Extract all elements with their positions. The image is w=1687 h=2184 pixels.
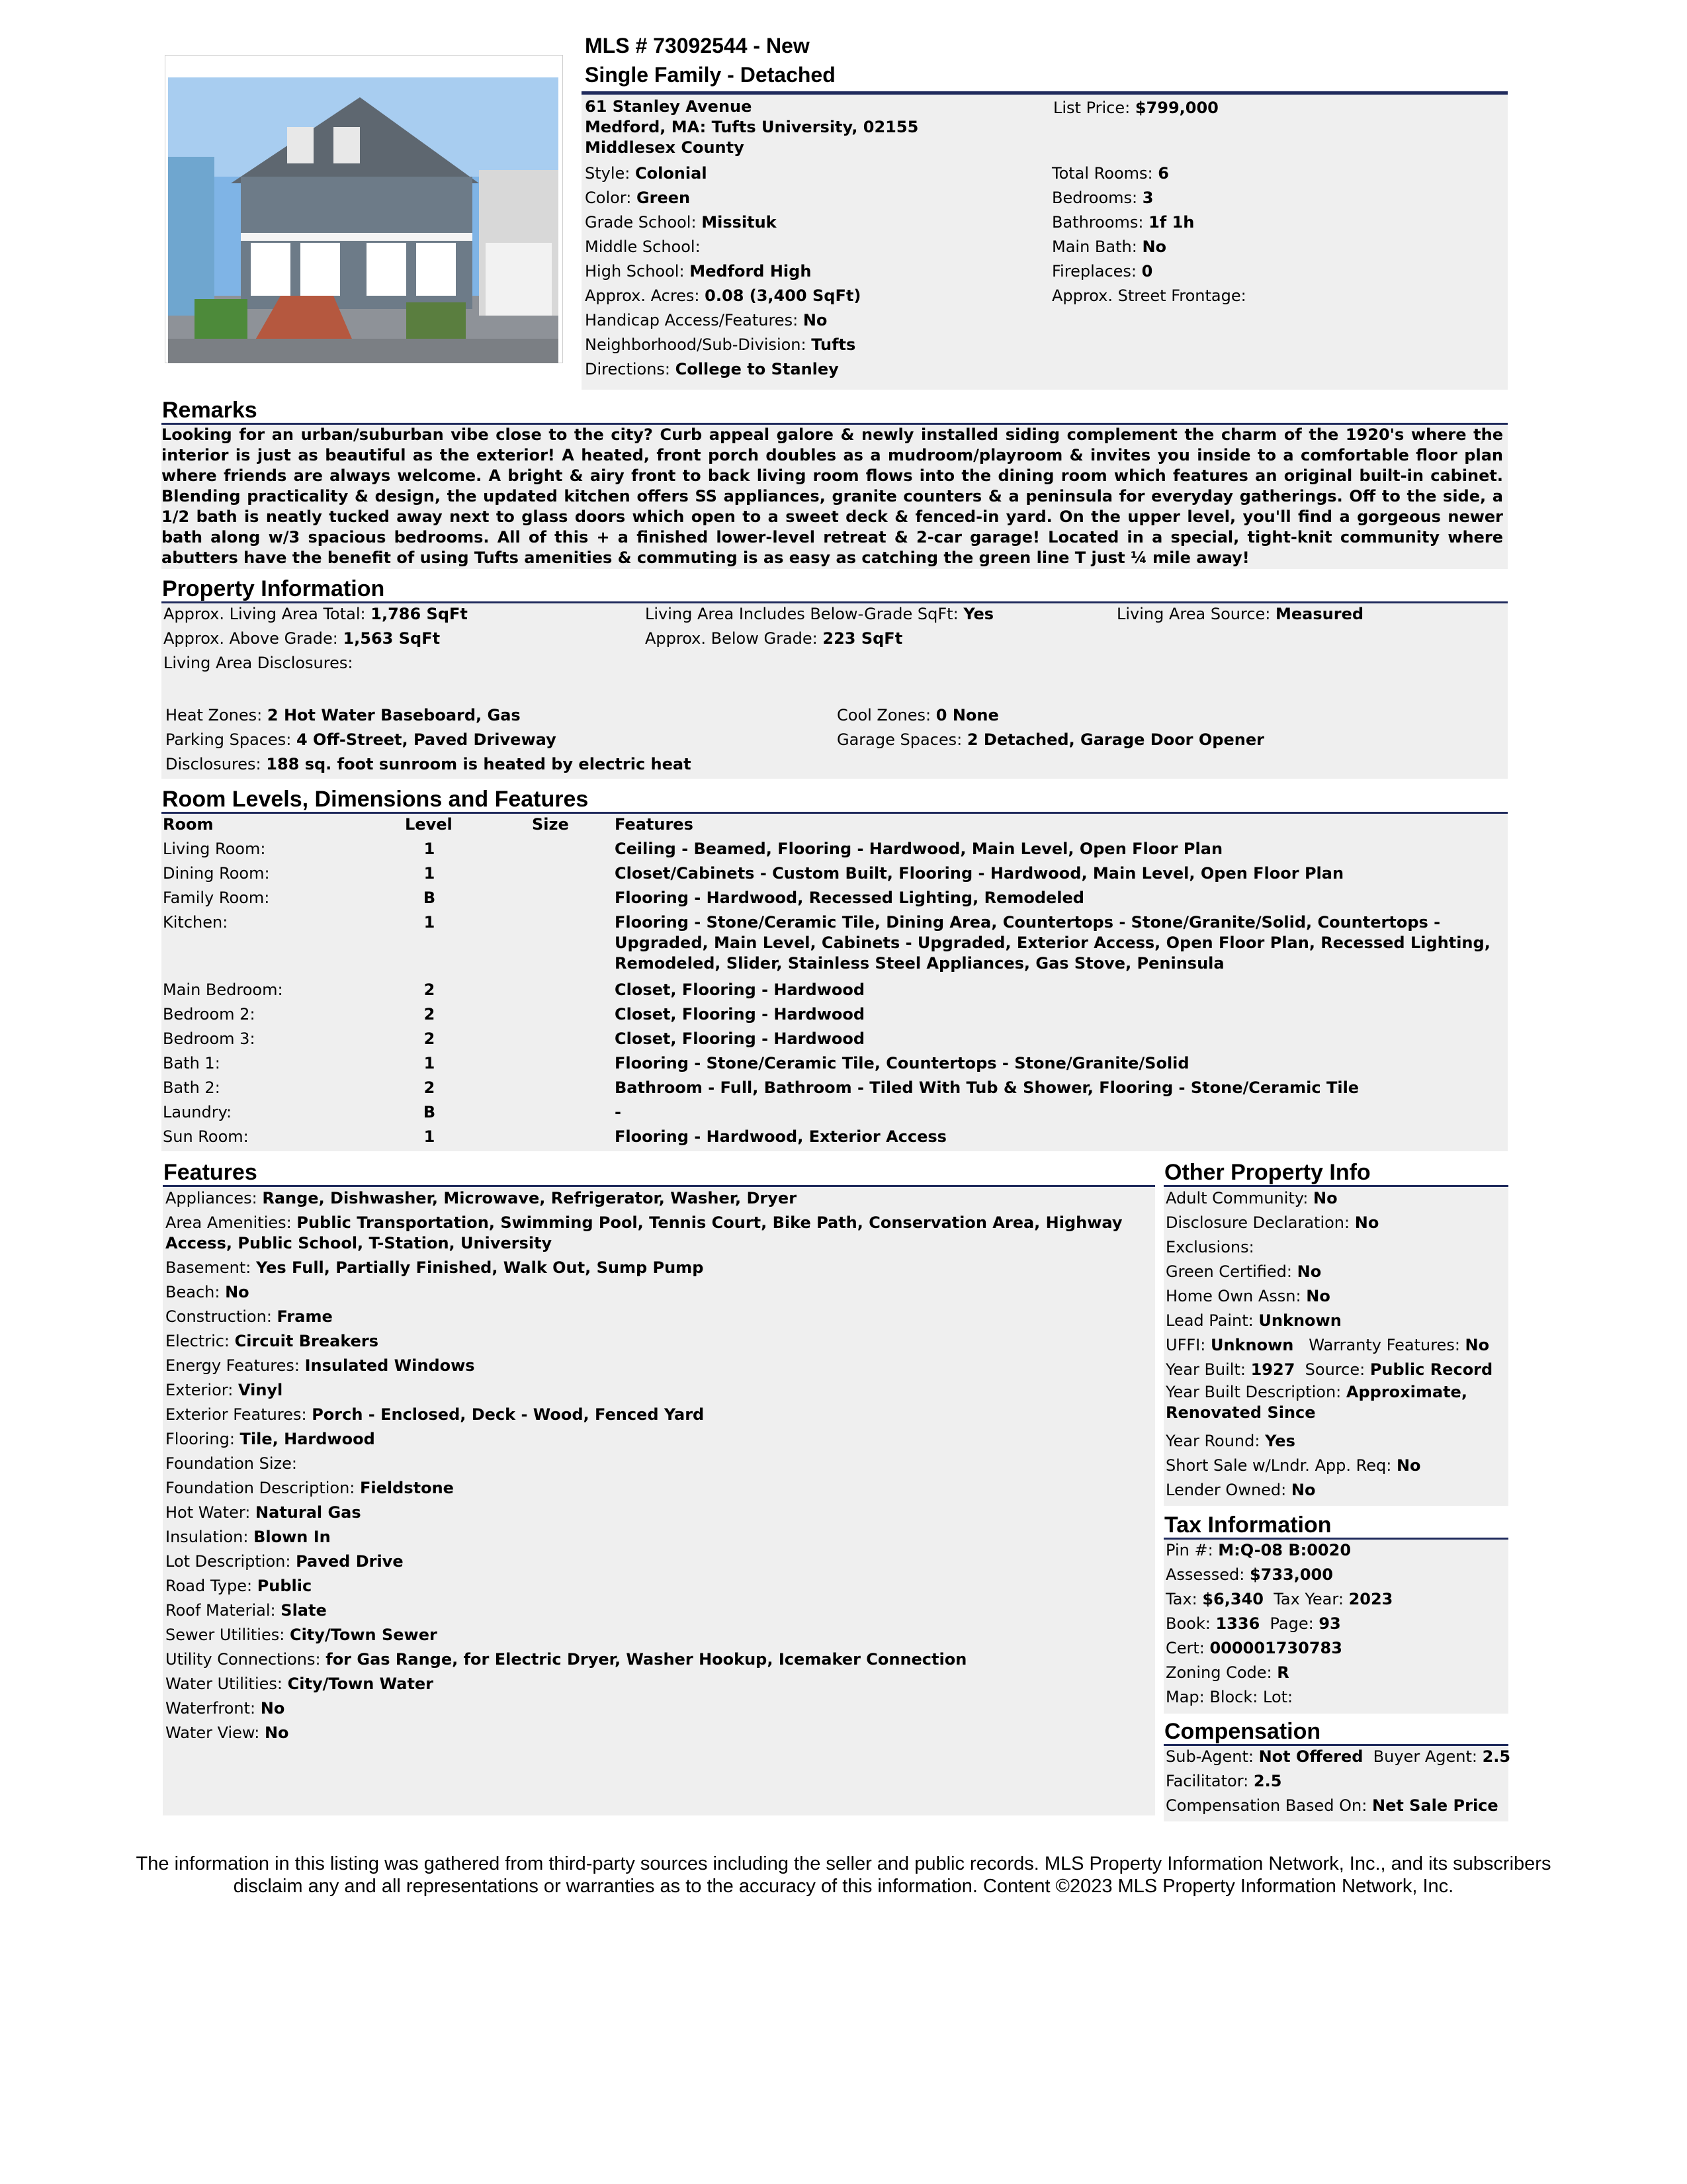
table-row: Bedroom 2: 2 Closet, Flooring - Hardwood bbox=[163, 1005, 865, 1024]
year-built-description: Year Built Description: Approximate, Renovated Since bbox=[1166, 1383, 1467, 1422]
summary-main-bath: Main Bath: No bbox=[1052, 238, 1167, 256]
disclaimer-line-1: The information in this listing was gathered from third-party sources including the seller and public records. MLS Property Information Network, Inc., and its subscribers bbox=[136, 1853, 1551, 1874]
rooms-title: Room Levels, Dimensions and Features bbox=[162, 787, 589, 812]
living-area-total: Approx. Living Area Total: 1,786 SqFt bbox=[163, 605, 468, 623]
table-row: Laundry: B - bbox=[163, 1103, 621, 1121]
header-room: Room bbox=[163, 815, 214, 834]
feature-exterior: Exterior: Vinyl bbox=[165, 1381, 283, 1399]
feature-basement: Basement: Yes Full, Partially Finished, Walk Out, Sump Pump bbox=[165, 1258, 704, 1277]
tax-pin: Pin #: M:Q-08 B:0020 bbox=[1166, 1541, 1352, 1559]
tax-book-page: Book: 1336 Page: 93 bbox=[1166, 1614, 1341, 1633]
green-certified: Green Certified: No bbox=[1166, 1262, 1322, 1281]
living-area-includes-below: Living Area Includes Below-Grade SqFt: Yes bbox=[645, 605, 994, 623]
table-row: Kitchen: 1 Flooring - Stone/Ceramic Tile, Dining Area, Countertops - Stone/Granite/Solid, Countertops - Upgraded, Main Level, Cabinets - Upgraded, Exterior Access, Open Floor Plan, Recessed Lighting, Remodeled, Slider, Stainless Steel Appliances, Gas Stove, Peninsula bbox=[163, 913, 1491, 973]
summary-street-frontage: Approx. Street Frontage: bbox=[1052, 286, 1246, 305]
disclaimer bbox=[132, 1853, 1555, 1898]
feature-energy: Energy Features: Insulated Windows bbox=[165, 1356, 475, 1375]
other-info-title: Other Property Info bbox=[1164, 1160, 1371, 1185]
table-row: Living Room: 1 Ceiling - Beamed, Flooring - Hardwood, Main Level, Open Floor Plan bbox=[163, 840, 1223, 858]
feature-electric: Electric: Circuit Breakers bbox=[165, 1332, 379, 1350]
summary-color: Color: Green bbox=[585, 189, 691, 207]
mls-number: MLS # 73092544 - New bbox=[585, 34, 810, 58]
compensation-title: Compensation bbox=[1164, 1719, 1321, 1744]
summary-total-rooms: Total Rooms: 6 bbox=[1052, 164, 1169, 183]
heat-zones: Heat Zones: 2 Hot Water Baseboard, Gas bbox=[165, 706, 521, 724]
exclusions: Exclusions: bbox=[1166, 1238, 1254, 1256]
summary-middle-school: Middle School: bbox=[585, 238, 701, 256]
list-price-label: List Price: bbox=[1053, 99, 1131, 117]
adult-community: Adult Community: No bbox=[1166, 1189, 1338, 1207]
short-sale: Short Sale w/Lndr. App. Req: No bbox=[1166, 1456, 1421, 1475]
feature-exterior-features: Exterior Features: Porch - Enclosed, Deck - Wood, Fenced Yard bbox=[165, 1405, 705, 1424]
property-type: Single Family - Detached bbox=[585, 63, 836, 87]
cool-zones: Cool Zones: 0 None bbox=[837, 706, 999, 724]
property-photo-frame bbox=[165, 55, 563, 363]
disclosure-declaration: Disclosure Declaration: No bbox=[1166, 1213, 1379, 1232]
living-area-source: Living Area Source: Measured bbox=[1117, 605, 1364, 623]
home-own-assn: Home Own Assn: No bbox=[1166, 1287, 1330, 1305]
feature-construction: Construction: Frame bbox=[165, 1307, 333, 1326]
header-features: Features bbox=[615, 815, 693, 834]
compensation-based-on: Compensation Based On: Net Sale Price bbox=[1166, 1796, 1498, 1815]
summary-bathrooms: Bathrooms: 1f 1h bbox=[1052, 213, 1195, 232]
tax-title: Tax Information bbox=[1164, 1512, 1332, 1538]
uffi-warranty: UFFI: Unknown Warranty Features: No bbox=[1166, 1336, 1490, 1354]
city-line: Medford, MA: Tufts University, 02155 bbox=[585, 118, 919, 136]
summary-bedrooms: Bedrooms: 3 bbox=[1052, 189, 1154, 207]
rooms-header bbox=[161, 812, 1508, 837]
property-info-title: Property Information bbox=[162, 576, 385, 601]
tax-zoning: Zoning Code: R bbox=[1166, 1663, 1289, 1682]
feature-water-view: Water View: No bbox=[165, 1724, 289, 1742]
sub-agent: Sub-Agent: Not Offered Buyer Agent: 2.5 bbox=[1166, 1747, 1511, 1766]
disclosures: Disclosures: 188 sq. foot sunroom is heated by electric heat bbox=[165, 755, 691, 773]
feature-appliances: Appliances: Range, Dishwasher, Microwave, Refrigerator, Washer, Dryer bbox=[165, 1189, 797, 1207]
remarks-title: Remarks bbox=[162, 398, 257, 423]
list-price bbox=[1053, 98, 1219, 118]
table-row: Dining Room: 1 Closet/Cabinets - Custom Built, Flooring - Hardwood, Main Level, Open Floor Plan bbox=[163, 864, 1344, 883]
feature-hot-water: Hot Water: Natural Gas bbox=[165, 1503, 361, 1522]
year-round: Year Round: Yes bbox=[1166, 1432, 1295, 1450]
lender-owned: Lender Owned: No bbox=[1166, 1481, 1316, 1499]
parking-spaces: Parking Spaces: 4 Off-Street, Paved Driveway bbox=[165, 730, 556, 749]
lead-paint: Lead Paint: Unknown bbox=[1166, 1311, 1342, 1330]
summary-handicap: Handicap Access/Features: No bbox=[585, 311, 828, 329]
features-list bbox=[165, 1186, 1152, 1745]
feature-foundation-size: Foundation Size: bbox=[165, 1454, 297, 1473]
street-address: 61 Stanley Avenue bbox=[585, 97, 752, 116]
living-area-disclosures: Living Area Disclosures: bbox=[163, 654, 353, 672]
property-photo bbox=[168, 77, 558, 363]
tax-amount: Tax: $6,340 Tax Year: 2023 bbox=[1166, 1590, 1393, 1608]
feature-road-type: Road Type: Public bbox=[165, 1577, 312, 1595]
summary-neighborhood: Neighborhood/Sub-Division: Tufts bbox=[585, 335, 856, 354]
remarks-text: Looking for an urban/suburban vibe close to the city? Curb appeal galore & newly installed siding complement the charm of the 1920's where the interior is just as beautiful as the exterior! A heated, front porch doubles as a mudroom/playroom & invites you inside to a comfortable floor plan where friends are always welcome. A bright & airy front to back living room flows into the dining room which features an original built-in cabinet. Blending practicality & design, the updated kitchen offers SS appliances, granite counters & a peninsula for everyday gatherings. Off to the side, a 1/2 bath is neatly tucked away next to glass doors which open to a sweet deck & fenced-in yard. On the upper level, you'll find a gorgeous newer bath along w/3 spacious bedrooms. All of this + a finished lower-level retreat & 2-car garage! Located in a special, tight-knit community where abutters have the benefit of using Tufts amenities & commuting is as easy as catching the green line T just ¼ mile away! bbox=[161, 425, 1503, 567]
table-row: Main Bedroom: 2 Closet, Flooring - Hardwood bbox=[163, 981, 865, 999]
table-row: Bath 1: 1 Flooring - Stone/Ceramic Tile, Countertops - Stone/Granite/Solid bbox=[163, 1054, 1190, 1072]
feature-water-utilities: Water Utilities: City/Town Water bbox=[165, 1675, 434, 1693]
summary-directions: Directions: College to Stanley bbox=[585, 360, 839, 378]
summary-fireplaces: Fireplaces: 0 bbox=[1052, 262, 1153, 281]
feature-waterfront: Waterfront: No bbox=[165, 1699, 285, 1718]
table-row: Bath 2: 2 Bathroom - Full, Bathroom - Tiled With Tub & Shower, Flooring - Stone/Ceramic Tile bbox=[163, 1078, 1360, 1097]
feature-insulation: Insulation: Blown In bbox=[165, 1528, 331, 1546]
tax-map: Map: Block: Lot: bbox=[1166, 1688, 1293, 1706]
county: Middlesex County bbox=[585, 138, 744, 157]
list-price-value: $799,000 bbox=[1135, 99, 1219, 117]
year-built: Year Built: 1927 Source: Public Record bbox=[1166, 1360, 1493, 1379]
feature-flooring: Flooring: Tile, Hardwood bbox=[165, 1430, 375, 1448]
table-row: Bedroom 3: 2 Closet, Flooring - Hardwood bbox=[163, 1029, 865, 1048]
feature-utility-connections: Utility Connections: for Gas Range, for Electric Dryer, Washer Hookup, Icemaker Connection bbox=[165, 1650, 967, 1669]
tax-cert: Cert: 000001730783 bbox=[1166, 1639, 1342, 1657]
summary-grade-school: Grade School: Missituk bbox=[585, 213, 777, 232]
summary-style: Style: Colonial bbox=[585, 164, 707, 183]
header-size: Size bbox=[532, 815, 569, 834]
feature-roof: Roof Material: Slate bbox=[165, 1601, 327, 1620]
feature-beach: Beach: No bbox=[165, 1283, 249, 1301]
above-grade: Approx. Above Grade: 1,563 SqFt bbox=[163, 629, 441, 648]
feature-area-amenities: Area Amenities: Public Transportation, Swimming Pool, Tennis Court, Bike Path, Conservation Area, Highway Access, Public School, T-Station, University bbox=[165, 1213, 1123, 1252]
below-grade: Approx. Below Grade: 223 SqFt bbox=[645, 629, 903, 648]
features-title: Features bbox=[163, 1160, 257, 1185]
table-row: Family Room: B Flooring - Hardwood, Recessed Lighting, Remodeled bbox=[163, 889, 1084, 907]
disclaimer-line-2: disclaim any and all representations or warranties as to the accuracy of this information. Content ©2023 MLS Property Information Network, Inc. bbox=[233, 1876, 1454, 1897]
table-row: Sun Room: 1 Flooring - Hardwood, Exterior Access bbox=[163, 1127, 947, 1146]
feature-lot-description: Lot Description: Paved Drive bbox=[165, 1552, 404, 1571]
summary-high-school: High School: Medford High bbox=[585, 262, 812, 281]
summary-acres: Approx. Acres: 0.08 (3,400 SqFt) bbox=[585, 286, 861, 305]
tax-assessed: Assessed: $733,000 bbox=[1166, 1565, 1333, 1584]
garage-spaces: Garage Spaces: 2 Detached, Garage Door Opener bbox=[837, 730, 1264, 749]
header-level: Level bbox=[405, 815, 453, 834]
feature-foundation-desc: Foundation Description: Fieldstone bbox=[165, 1479, 454, 1497]
facilitator: Facilitator: 2.5 bbox=[1166, 1772, 1282, 1790]
feature-sewer: Sewer Utilities: City/Town Sewer bbox=[165, 1626, 437, 1644]
